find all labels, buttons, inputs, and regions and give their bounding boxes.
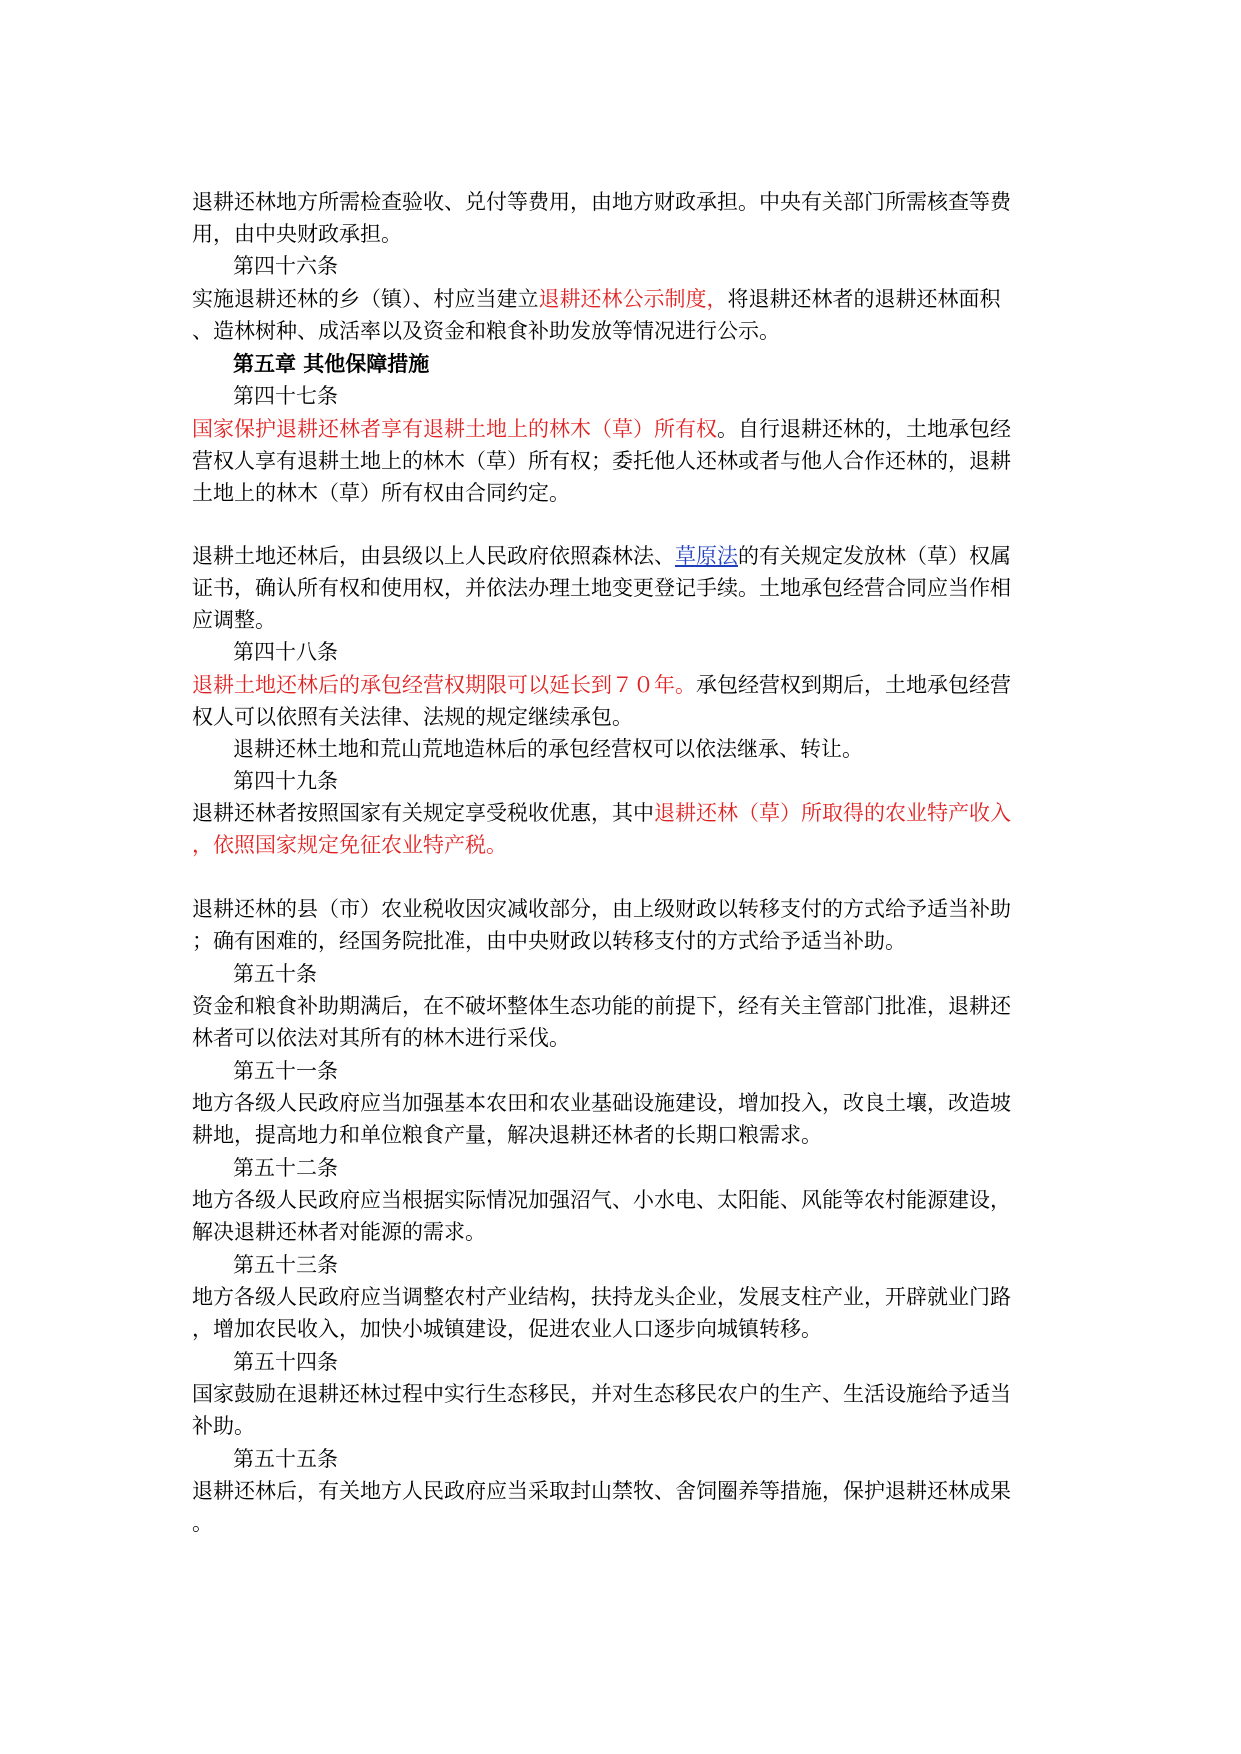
article-52-title: 第五十二条: [233, 1156, 338, 1180]
article-49-title: 第四十九条: [233, 769, 338, 793]
article-47-line-1: [192, 413, 1052, 445]
text: 的有关规定发放林（草）权属: [738, 544, 1011, 568]
paragraph-line: 地方各级人民政府应当根据实际情况加强沼气、小水电、太阳能、风能等农村能源建设，: [192, 1188, 1011, 1212]
paragraph-line: 退耕还林土地和荒山荒地造林后的承包经营权可以依法继承、转让。: [233, 737, 863, 761]
article-47-title: 第四十七条: [233, 384, 338, 408]
article-54-title: 第五十四条: [233, 1350, 338, 1374]
grassland-law-link[interactable]: 草原法: [675, 544, 738, 568]
article-47-line-4: [192, 540, 1052, 572]
article-53-title: 第五十三条: [233, 1253, 338, 1277]
highlight-text: 退耕还林公示制度，: [538, 287, 728, 311]
paragraph-line: 证书，确认所有权和使用权，并依法办理土地变更登记手续。土地承包经营合同应当作相: [192, 576, 1011, 600]
chapter-heading: 第五章 其他保障措施: [233, 351, 430, 376]
text: 退耕还林者按照国家有关规定享受税收优惠，其中: [192, 801, 654, 825]
paragraph-line: 资金和粮食补助期满后，在不破坏整体生态功能的前提下，经有关主管部门批准，退耕还: [192, 994, 1011, 1018]
paragraph-line: 应调整。: [192, 608, 276, 632]
article-55-title: 第五十五条: [233, 1447, 338, 1471]
text: 将退耕还林者的退耕还林面积: [727, 287, 1001, 311]
paragraph-line: ；确有困难的，经国务院批准，由中央财政以转移支付的方式给予适当补助。: [192, 929, 906, 953]
paragraph-line: 。: [192, 1511, 213, 1535]
article-48-line-1: [192, 669, 1052, 701]
highlight-text: 国家保护退耕还林者享有退耕土地上的林木（草）所有权: [192, 417, 717, 441]
paragraph-line: 用，由中央财政承担。: [192, 222, 402, 246]
article-46-line-1: [192, 283, 1052, 315]
paragraph-line: 林者可以依法对其所有的林木进行采伐。: [192, 1026, 570, 1050]
article-49-line-1: [192, 797, 1052, 829]
paragraph-line: 营权人享有退耕土地上的林木（草）所有权；委托他人还林或者与他人合作还林的，退耕: [192, 449, 1011, 473]
paragraph-line: 国家鼓励在退耕还林过程中实行生态移民，并对生态移民农户的生产、生活设施给予适当: [192, 1382, 1011, 1406]
paragraph-line: 权人可以依照有关法律、法规的规定继续承包。: [192, 705, 633, 729]
paragraph-line: 土地上的林木（草）所有权由合同约定。: [192, 481, 570, 505]
text: 实施退耕还林的乡（镇）、村应当建立: [192, 287, 539, 311]
paragraph-line: 退耕还林后，有关地方人民政府应当采取封山禁牧、舍饲圈养等措施，保护退耕还林成果: [192, 1479, 1011, 1503]
paragraph-line: 补助。: [192, 1414, 255, 1438]
highlight-text: 退耕还林（草）所取得的农业特产收入: [654, 801, 1011, 825]
text: 。自行退耕还林的，土地承包经: [717, 417, 1011, 441]
article-46-title: 第四十六条: [233, 254, 338, 278]
paragraph-line: 地方各级人民政府应当调整农村产业结构，扶持龙头企业，发展支柱产业，开辟就业门路: [192, 1285, 1011, 1309]
text: 退耕土地还林后，由县级以上人民政府依照森林法、: [192, 544, 675, 568]
highlight-text: 退耕土地还林后的承包经营权期限可以延长到７０年。: [192, 673, 696, 697]
highlight-line: ，依照国家规定免征农业特产税。: [192, 833, 507, 857]
paragraph-line: 耕地，提高地力和单位粮食产量，解决退耕还林者的长期口粮需求。: [192, 1123, 822, 1147]
article-51-title: 第五十一条: [233, 1059, 338, 1083]
paragraph-line: 地方各级人民政府应当加强基本农田和农业基础设施建设，增加投入，改良土壤，改造坡: [192, 1091, 1011, 1115]
paragraph-line: 退耕还林地方所需检查验收、兑付等费用，由地方财政承担。中央有关部门所需核查等费: [192, 190, 1011, 214]
article-48-title: 第四十八条: [233, 640, 338, 664]
paragraph-line: ，增加农民收入，加快小城镇建设，促进农业人口逐步向城镇转移。: [192, 1317, 822, 1341]
paragraph-line: 解决退耕还林者对能源的需求。: [192, 1220, 486, 1244]
paragraph-line: 退耕还林的县（市）农业税收因灾减收部分，由上级财政以转移支付的方式给予适当补助: [192, 897, 1011, 921]
text: 承包经营权到期后，土地承包经营: [696, 673, 1011, 697]
paragraph-line: 、造林树种、成活率以及资金和粮食补助发放等情况进行公示。: [192, 319, 780, 343]
article-50-title: 第五十条: [233, 962, 317, 986]
